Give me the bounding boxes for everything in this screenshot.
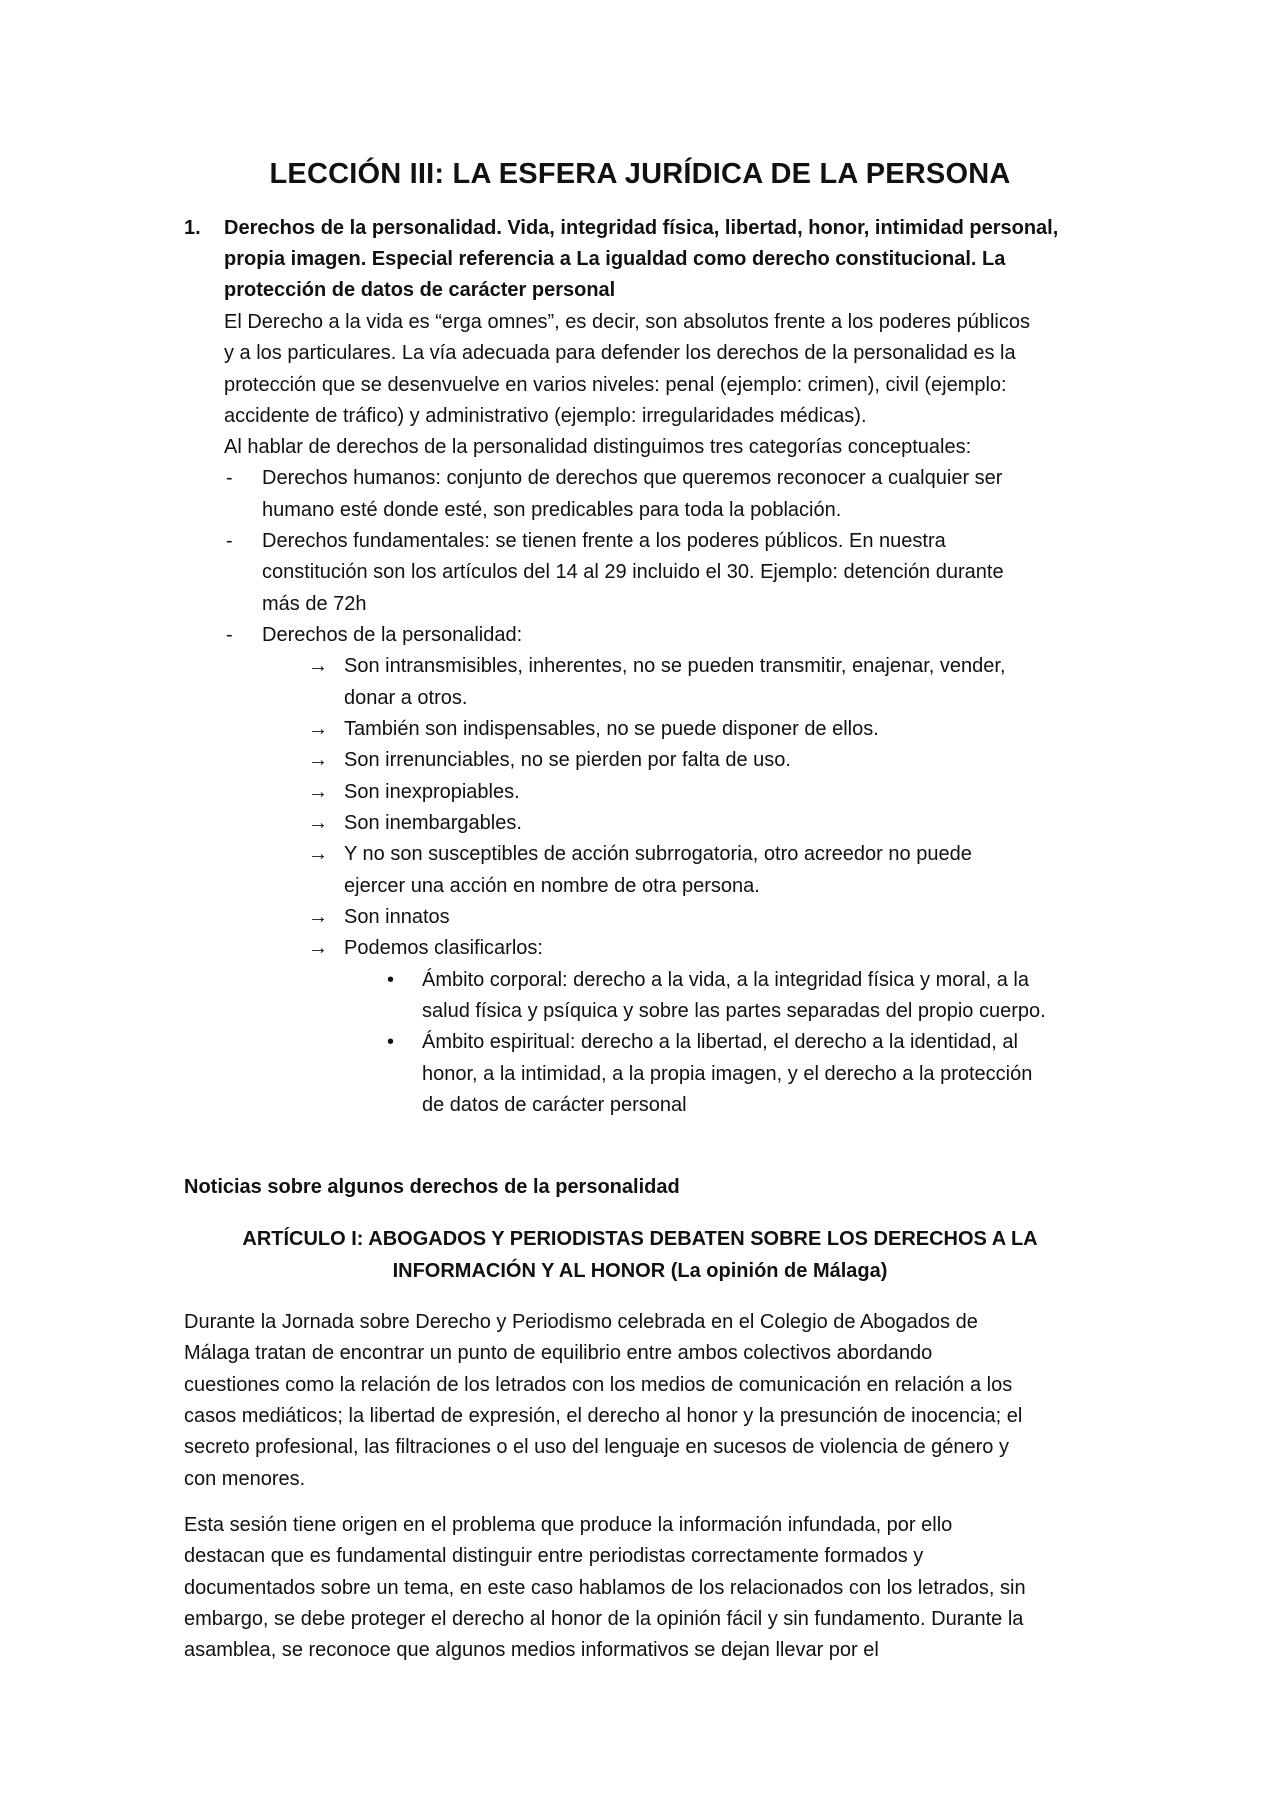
intro-line-3: protección que se desenvuelve en varios niveles: penal (ejemplo: crimen), civil (ejemplo: [224,374,1007,396]
section-heading-line-2: propia imagen. Especial referencia a La igualdad como derecho constitucional. La [224,248,1006,270]
bullet-item-2-line-3: de datos de carácter personal [422,1094,687,1116]
arrow-icon: → [308,906,328,928]
intro-line-1: El Derecho a la vida es “erga omnes”, es decir, son absolutos frente a los poderes públicos [224,311,1030,333]
section-heading-line-1: Derechos de la personalidad. Vida, integridad física, libertad, honor, intimidad personal, [224,217,1059,239]
page-title: LECCIÓN III: LA ESFERA JURÍDICA DE LA PERSONA [269,158,1011,190]
paragraph-1-line-6: con menores. [184,1468,306,1490]
dash-marker: - [226,467,233,489]
arrow-icon: → [308,937,328,959]
paragraph-1-line-5: secreto profesional, las filtraciones o el uso del lenguaje en sucesos de violencia de género y [184,1436,1009,1458]
arrow-item-7-line-1: Son innatos [344,906,450,928]
bullet-item-1-line-1: Ámbito corporal: derecho a la vida, a la integridad física y moral, a la [422,969,1029,991]
dash-item-2-line-2: constitución son los artículos del 14 al 29 incluido el 30. Ejemplo: detención durante [262,561,1004,583]
bullet-item-2-line-1: Ámbito espiritual: derecho a la libertad, el derecho a la identidad, al [422,1031,1018,1053]
dash-marker: - [226,624,233,646]
paragraph-2-line-1: Esta sesión tiene origen en el problema que produce la información infundada, por ello [184,1514,953,1536]
arrow-item-3-line-1: Son irrenunciables, no se pierden por falta de uso. [344,749,791,771]
arrow-item-6-line-1: Y no son susceptibles de acción subrrogatoria, otro acreedor no puede [344,843,972,865]
arrow-item-1-line-1: Son intransmisibles, inherentes, no se pueden transmitir, enajenar, vender, [344,655,1006,677]
dash-item-1-line-1: Derechos humanos: conjunto de derechos que queremos reconocer a cualquier ser [262,467,1003,489]
paragraph-1-line-3: cuestiones como la relación de los letrados con los medios de comunicación en relación a los [184,1374,1013,1396]
paragraph-1-line-1: Durante la Jornada sobre Derecho y Periodismo celebrada en el Colegio de Abogados de [184,1311,978,1333]
bullet-item-1-line-2: salud física y psíquica y sobre las partes separadas del propio cuerpo. [422,1000,1046,1022]
dash-item-1-line-2: humano esté donde esté, son predicables para toda la población. [262,499,842,521]
section-heading-line-3: protección de datos de carácter personal [224,279,616,301]
paragraph-1-line-4: casos mediáticos; la libertad de expresión, el derecho al honor y la presunción de inocencia; el [184,1405,1023,1427]
bullet-icon: • [387,969,395,991]
bullet-icon: • [387,1031,395,1053]
paragraph-2-line-3: documentados sobre un tema, en este caso hablamos de los relacionados con los letrados, sin [184,1577,1026,1599]
arrow-item-8-line-1: Podemos clasificarlos: [344,937,543,959]
arrow-item-6-line-2: ejercer una acción en nombre de otra persona. [344,875,760,897]
arrow-icon: → [308,843,328,865]
news-heading: Noticias sobre algunos derechos de la personalidad [184,1176,680,1198]
arrow-item-4-line-1: Son inexpropiables. [344,781,520,803]
intro-line-5: Al hablar de derechos de la personalidad distinguimos tres categorías conceptuales: [224,436,972,458]
dash-marker: - [226,530,233,552]
paragraph-2-line-4: embargo, se debe proteger el derecho al honor de la opinión fácil y sin fundamento. Durante la [184,1608,1024,1630]
arrow-item-5-line-1: Son inembargables. [344,812,522,834]
intro-line-4: accidente de tráfico) y administrativo (ejemplo: irregularidades médicas). [224,405,867,427]
arrow-icon: → [308,749,328,771]
arrow-icon: → [308,655,328,677]
arrow-icon: → [308,812,328,834]
intro-line-2: y a los particulares. La vía adecuada para defender los derechos de la personalidad es la [224,342,1016,364]
paragraph-2-line-5: asamblea, se reconoce que algunos medios informativos se dejan llevar por el [184,1639,879,1661]
bullet-item-2-line-2: honor, a la intimidad, a la propia imagen, y el derecho a la protección [422,1063,1033,1085]
arrow-item-2-line-1: También son indispensables, no se puede disponer de ellos. [344,718,879,740]
arrow-icon: → [308,781,328,803]
paragraph-1-line-2: Málaga tratan de encontrar un punto de equilibrio entre ambos colectivos abordando [184,1342,933,1364]
paragraph-2-line-2: destacan que es fundamental distinguir entre periodistas correctamente formados y [184,1545,924,1567]
section-number: 1. [184,217,201,239]
dash-item-2-line-3: más de 72h [262,593,367,615]
arrow-item-1-line-2: donar a otros. [344,687,468,709]
article-title-line-1: ARTÍCULO I: ABOGADOS Y PERIODISTAS DEBATEN SOBRE LOS DERECHOS A LA [242,1228,1038,1250]
arrow-icon: → [308,718,328,740]
article-title-line-2: INFORMACIÓN Y AL HONOR (La opinión de Málaga) [392,1260,888,1282]
dash-item-2-line-1: Derechos fundamentales: se tienen frente a los poderes públicos. En nuestra [262,530,946,552]
dash-item-3-line-1: Derechos de la personalidad: [262,624,523,646]
